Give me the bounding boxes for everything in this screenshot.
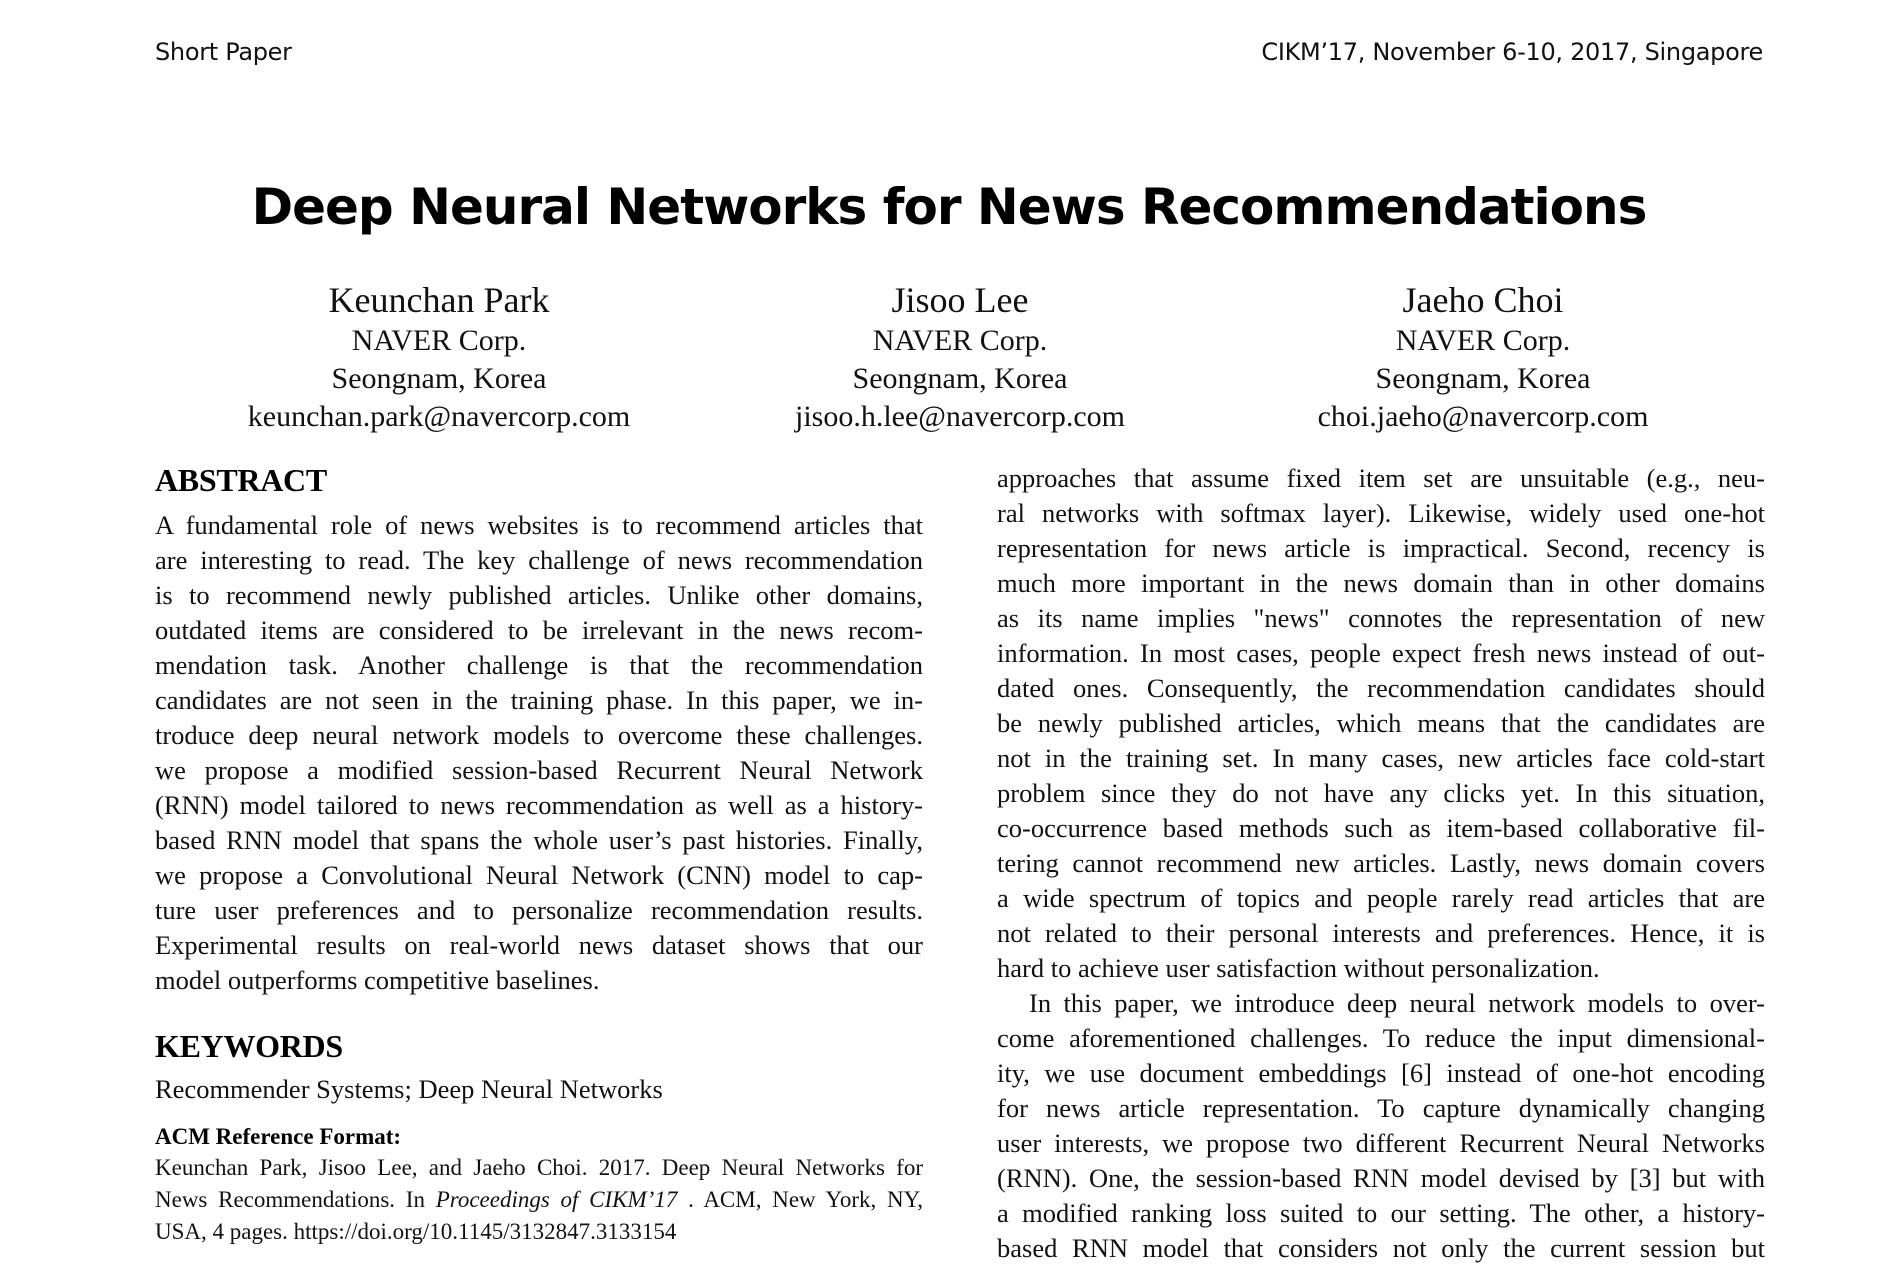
introduction-continued (997, 461, 1765, 1266)
author-location: Seongnam, Korea (1375, 362, 1591, 395)
proceedings-name: Proceedings of CIKM’17 (435, 1187, 678, 1212)
text-line: ity, we use document embeddings [6] instead of one-hot encoding (997, 1058, 1765, 1088)
text-line: outdated items are considered to be irrelevant in the news recom- (155, 615, 923, 645)
author-location: Seongnam, Korea (852, 362, 1068, 395)
author-email: keunchan.park@navercorp.com (247, 400, 631, 433)
text-line: representation for news article is impractical. Second, recency is (997, 533, 1765, 563)
author-email: choi.jaeho@navercorp.com (1317, 400, 1649, 433)
text-line: tering cannot recommend new articles. Lastly, news domain covers (997, 848, 1765, 878)
text-line: mendation task. Another challenge is that the recommendation (155, 650, 923, 680)
paper-title: Deep Neural Networks for News Recommendations (251, 178, 1647, 236)
text-line: hard to achieve user satisfaction without personalization. (997, 953, 1600, 983)
author-block (1223, 278, 1743, 436)
text-line: approaches that assume fixed item set are unsuitable (e.g., neu- (997, 463, 1765, 493)
text-line: we propose a Convolutional Neural Network (CNN) model to cap- (155, 860, 923, 890)
text-line: are interesting to read. The key challenge of news recommendation (155, 545, 923, 575)
text-line: based RNN model that considers not only the current session but (997, 1233, 1765, 1263)
text-line: information. In most cases, people expect fresh news instead of out- (997, 638, 1765, 668)
text-line: Experimental results on real-world news dataset shows that our (155, 930, 923, 960)
text-line: user interests, we propose two different Recurrent Neural Networks (997, 1128, 1765, 1158)
keywords-heading: KEYWORDS (155, 1028, 343, 1064)
author-email: jisoo.h.lee@navercorp.com (794, 400, 1125, 433)
acm-reference-line: Keunchan Park, Jisoo Lee, and Jaeho Choi. 2017. Deep Neural Networks for (155, 1155, 923, 1180)
author-name: Keunchan Park (328, 280, 550, 320)
text-line: In this paper, we introduce deep neural network models to over- (1029, 988, 1765, 1018)
keywords-section (155, 1026, 923, 1107)
text-line: troduce deep neural network models to overcome these challenges. (155, 720, 923, 750)
author-block (700, 278, 1220, 436)
acm-reference-heading: ACM Reference Format: (155, 1124, 402, 1149)
text-line: much more important in the news domain than in other domains (997, 568, 1765, 598)
author-block (179, 278, 699, 436)
abstract-section (155, 460, 923, 998)
acm-reference-section (155, 1122, 923, 1248)
keywords-text: Recommender Systems; Deep Neural Networks (155, 1074, 663, 1104)
text-line: a wide spectrum of topics and people rarely read articles that are (997, 883, 1765, 913)
text-line: (RNN). One, the session-based RNN model devised by [3] but with (997, 1163, 1765, 1193)
text-line: dated ones. Consequently, the recommendation candidates should (997, 673, 1765, 703)
text-line: based RNN model that spans the whole user’s past histories. Finally, (155, 825, 923, 855)
author-org: NAVER Corp. (351, 324, 527, 357)
author-name: Jaeho Choi (1402, 280, 1564, 320)
running-header-right: CIKM’17, November 6-10, 2017, Singapore (1261, 38, 1763, 66)
text-line: come aforementioned challenges. To reduce the input dimensional- (997, 1023, 1765, 1053)
text-line: ture user preferences and to personalize recommendation results. (155, 895, 923, 925)
author-location: Seongnam, Korea (331, 362, 547, 395)
text-line: A fundamental role of news websites is to recommend articles that (155, 510, 923, 540)
abstract-body (155, 508, 923, 998)
text-line: (RNN) model tailored to news recommendation as well as a history- (155, 790, 923, 820)
text-line: not related to their personal interests and preferences. Hence, it is (997, 918, 1765, 948)
acm-reference-text: News Recommendations. In (155, 1187, 436, 1212)
author-name: Jisoo Lee (891, 280, 1029, 320)
text-line: a modified ranking loss suited to our setting. The other, a history- (997, 1198, 1765, 1228)
text-line: we propose a modified session-based Recurrent Neural Network (155, 755, 923, 785)
abstract-heading: ABSTRACT (155, 462, 327, 498)
text-line: not in the training set. In many cases, new articles face cold-start (997, 743, 1765, 773)
text-line: is to recommend newly published articles. Unlike other domains, (155, 580, 923, 610)
running-header-left: Short Paper (155, 38, 292, 66)
text-line: candidates are not seen in the training phase. In this paper, we in- (155, 685, 923, 715)
author-org: NAVER Corp. (872, 324, 1048, 357)
text-line: ral networks with softmax layer). Likewise, widely used one-hot (997, 498, 1765, 528)
author-org: NAVER Corp. (1395, 324, 1571, 357)
text-line: model outperforms competitive baselines. (155, 965, 600, 995)
text-line: problem since they do not have any clicks yet. In this situation, (997, 778, 1765, 808)
acm-reference-text: . ACM, New York, NY, (677, 1187, 923, 1212)
paragraph (997, 461, 1765, 986)
acm-reference-doi[interactable]: USA, 4 pages. https://doi.org/10.1145/3132847.3133154 (155, 1219, 677, 1244)
text-line: co-occurrence based methods such as item-based collaborative fil- (997, 813, 1765, 843)
text-line: for news article representation. To capture dynamically changing (997, 1093, 1765, 1123)
paragraph (997, 986, 1765, 1266)
acm-reference-line (155, 1184, 923, 1216)
text-line: as its name implies "news" connotes the representation of new (997, 603, 1765, 633)
text-line: be newly published articles, which means that the candidates are (997, 708, 1765, 738)
